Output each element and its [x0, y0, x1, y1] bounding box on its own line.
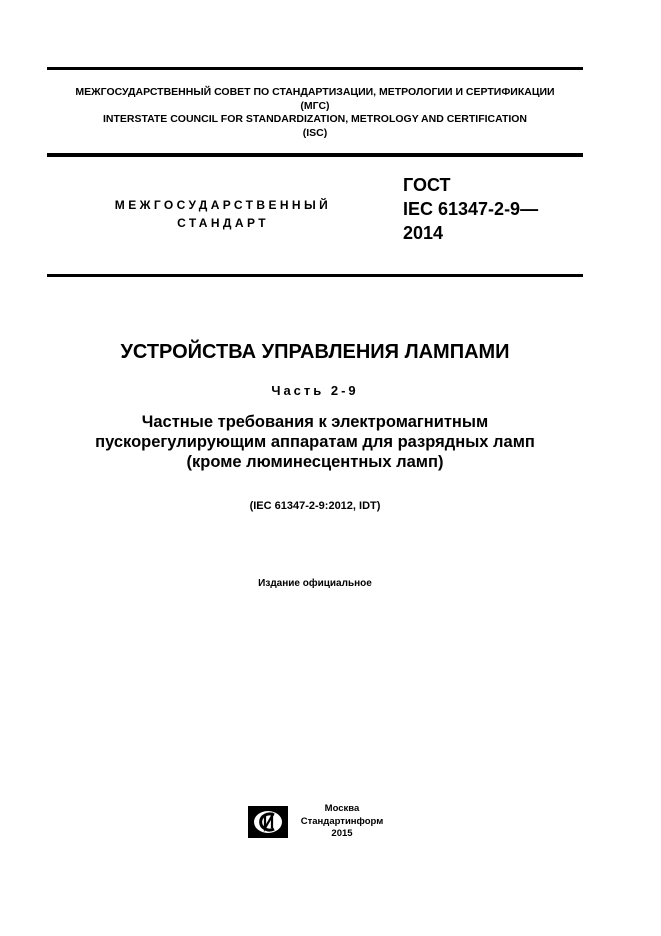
designation-rule [47, 274, 583, 277]
designation-line-2: СТАНДАРТ [177, 216, 269, 230]
council-en-line-1: INTERSTATE COUNCIL FOR STANDARDIZATION, METROLOGY AND CERTIFICATION [102, 113, 528, 125]
top-rule [47, 67, 583, 70]
edition-note: Издание официальное [258, 578, 372, 589]
standard-designation [92, 196, 354, 232]
standard-year: 2014 [403, 223, 444, 243]
standartinform-logo-icon [247, 805, 289, 839]
standard-number-block [403, 173, 538, 245]
header-rule [47, 153, 583, 157]
publisher-imprint [290, 803, 394, 841]
council-en-line-2: (ISC) [302, 126, 328, 139]
subtitle-line-3: (кроме люминесцентных ламп) [186, 453, 444, 471]
standard-prefix: ГОСТ [403, 175, 451, 195]
standard-number: IEC 61347-2-9— [403, 199, 539, 219]
iec-reference: (IEC 61347-2-9:2012, IDT) [249, 500, 381, 512]
document-title: УСТРОЙСТВА УПРАВЛЕНИЯ ЛАМПАМИ [120, 341, 510, 363]
council-ru-line-1: МЕЖГОСУДАРСТВЕННЫЙ СОВЕТ ПО СТАНДАРТИЗАЦИИ, МЕТРОЛОГИИ И СЕРТИФИКАЦИИ [75, 86, 555, 98]
subtitle-line-1: Частные требования к электромагнитным [141, 413, 489, 431]
subtitle-line-2: пускорегулирующим аппаратам для разрядных ламп [95, 433, 535, 451]
publisher-name: Стандартинформ [300, 815, 384, 827]
document-subtitle [27, 412, 603, 472]
council-header [47, 86, 583, 140]
document-part: Часть 2-9 [271, 383, 359, 398]
publisher-city: Москва [324, 803, 360, 814]
designation-line-1: МЕЖГОСУДАРСТВЕННЫЙ [114, 198, 332, 212]
council-ru-line-2: (МГС) [300, 99, 330, 112]
publisher-year: 2015 [331, 828, 353, 839]
